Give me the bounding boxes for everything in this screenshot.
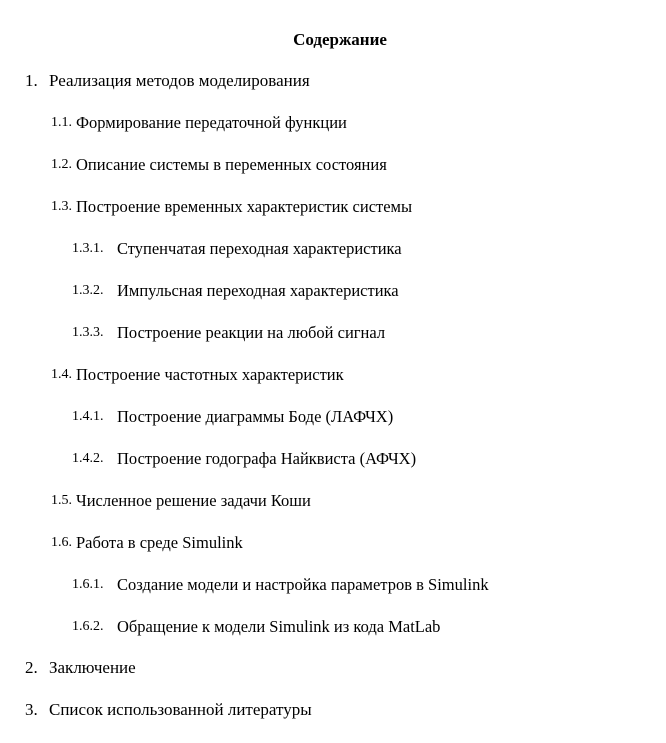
toc-entry-number: 3. [25, 700, 38, 719]
toc-entry-text: Построение реакции на любой сигнал [117, 323, 386, 342]
toc-entry-text: Построение временных характеристик системы [76, 197, 413, 216]
toc-entry-text: Численное решение задачи Коши [76, 491, 311, 510]
toc-entry-number: 1. [25, 71, 38, 90]
toc-entry-text: Ступенчатая переходная характеристика [117, 239, 402, 258]
toc-entry-text: Обращение к модели Simulink из кода MatLab [117, 617, 441, 636]
toc-entry-text: Список использованной литературы [49, 700, 312, 719]
toc-entry-number: 1.1. [51, 115, 72, 130]
toc-entry-number: 1.6.2. [72, 619, 104, 634]
toc-entry-text: Импульсная переходная характеристика [117, 281, 399, 300]
toc-entry-text: Построение частотных характеристик [76, 365, 344, 384]
toc-entry-text: Реализация методов моделирования [49, 71, 310, 90]
toc-entry-text: Формирование передаточной функции [76, 113, 347, 132]
toc-entry-text: Построение диаграммы Боде (ЛАФЧХ) [117, 407, 394, 426]
toc-entry-text: Заключение [49, 658, 136, 677]
toc-entry-number: 1.6. [51, 535, 72, 550]
toc-entry-number: 1.3.3. [72, 325, 104, 340]
toc-entry-number: 1.6.1. [72, 577, 104, 592]
toc-title: Содержание [293, 30, 387, 49]
toc-entry-number: 1.3. [51, 199, 72, 214]
toc-entry-text: Работа в среде Simulink [76, 533, 243, 552]
toc-entry-number: 1.4.1. [72, 409, 104, 424]
toc-entry-text: Построение годографа Найквиста (АФЧХ) [117, 449, 417, 468]
toc-entry-number: 1.2. [51, 157, 72, 172]
toc-entry-text: Создание модели и настройка параметров в Simulink [117, 575, 489, 594]
toc-entry-number: 1.5. [51, 493, 72, 508]
toc-entry-number: 1.3.1. [72, 241, 104, 256]
toc-entry-number: 1.3.2. [72, 283, 104, 298]
toc-entry-number: 1.4. [51, 367, 72, 382]
toc-entry-text: Описание системы в переменных состояния [76, 155, 387, 174]
toc-entry-number: 1.4.2. [72, 451, 104, 466]
toc-entry-number: 2. [25, 658, 38, 677]
